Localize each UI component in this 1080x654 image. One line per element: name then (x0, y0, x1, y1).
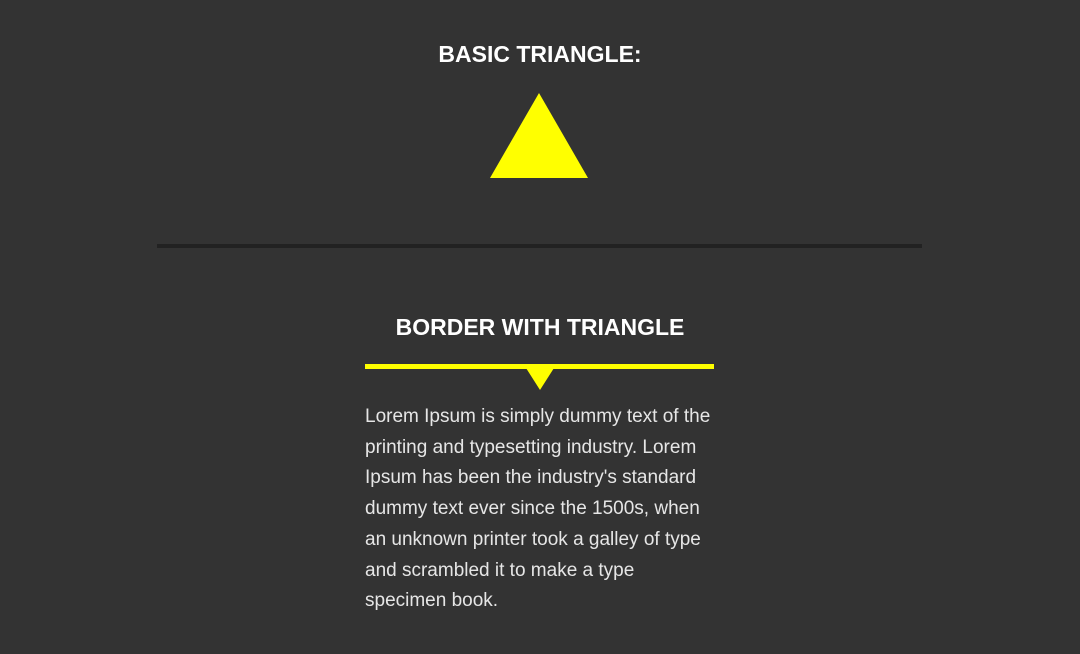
border-with-triangle-title: BORDER WITH TRIANGLE (395, 314, 685, 340)
section-divider (157, 244, 922, 248)
border-triangle-notch (526, 368, 554, 390)
lorem-ipsum-paragraph: Lorem Ipsum is simply dummy text of the printing and typesetting industry. Lorem Ipsum has been the industry's standard dummy text ever since the 1500s, when an unknown printer took a galley of type and scrambled it to make a type specimen book. (365, 406, 711, 612)
yellow-triangle-shape (490, 93, 588, 178)
basic-triangle-title: BASIC TRIANGLE: (438, 41, 642, 67)
